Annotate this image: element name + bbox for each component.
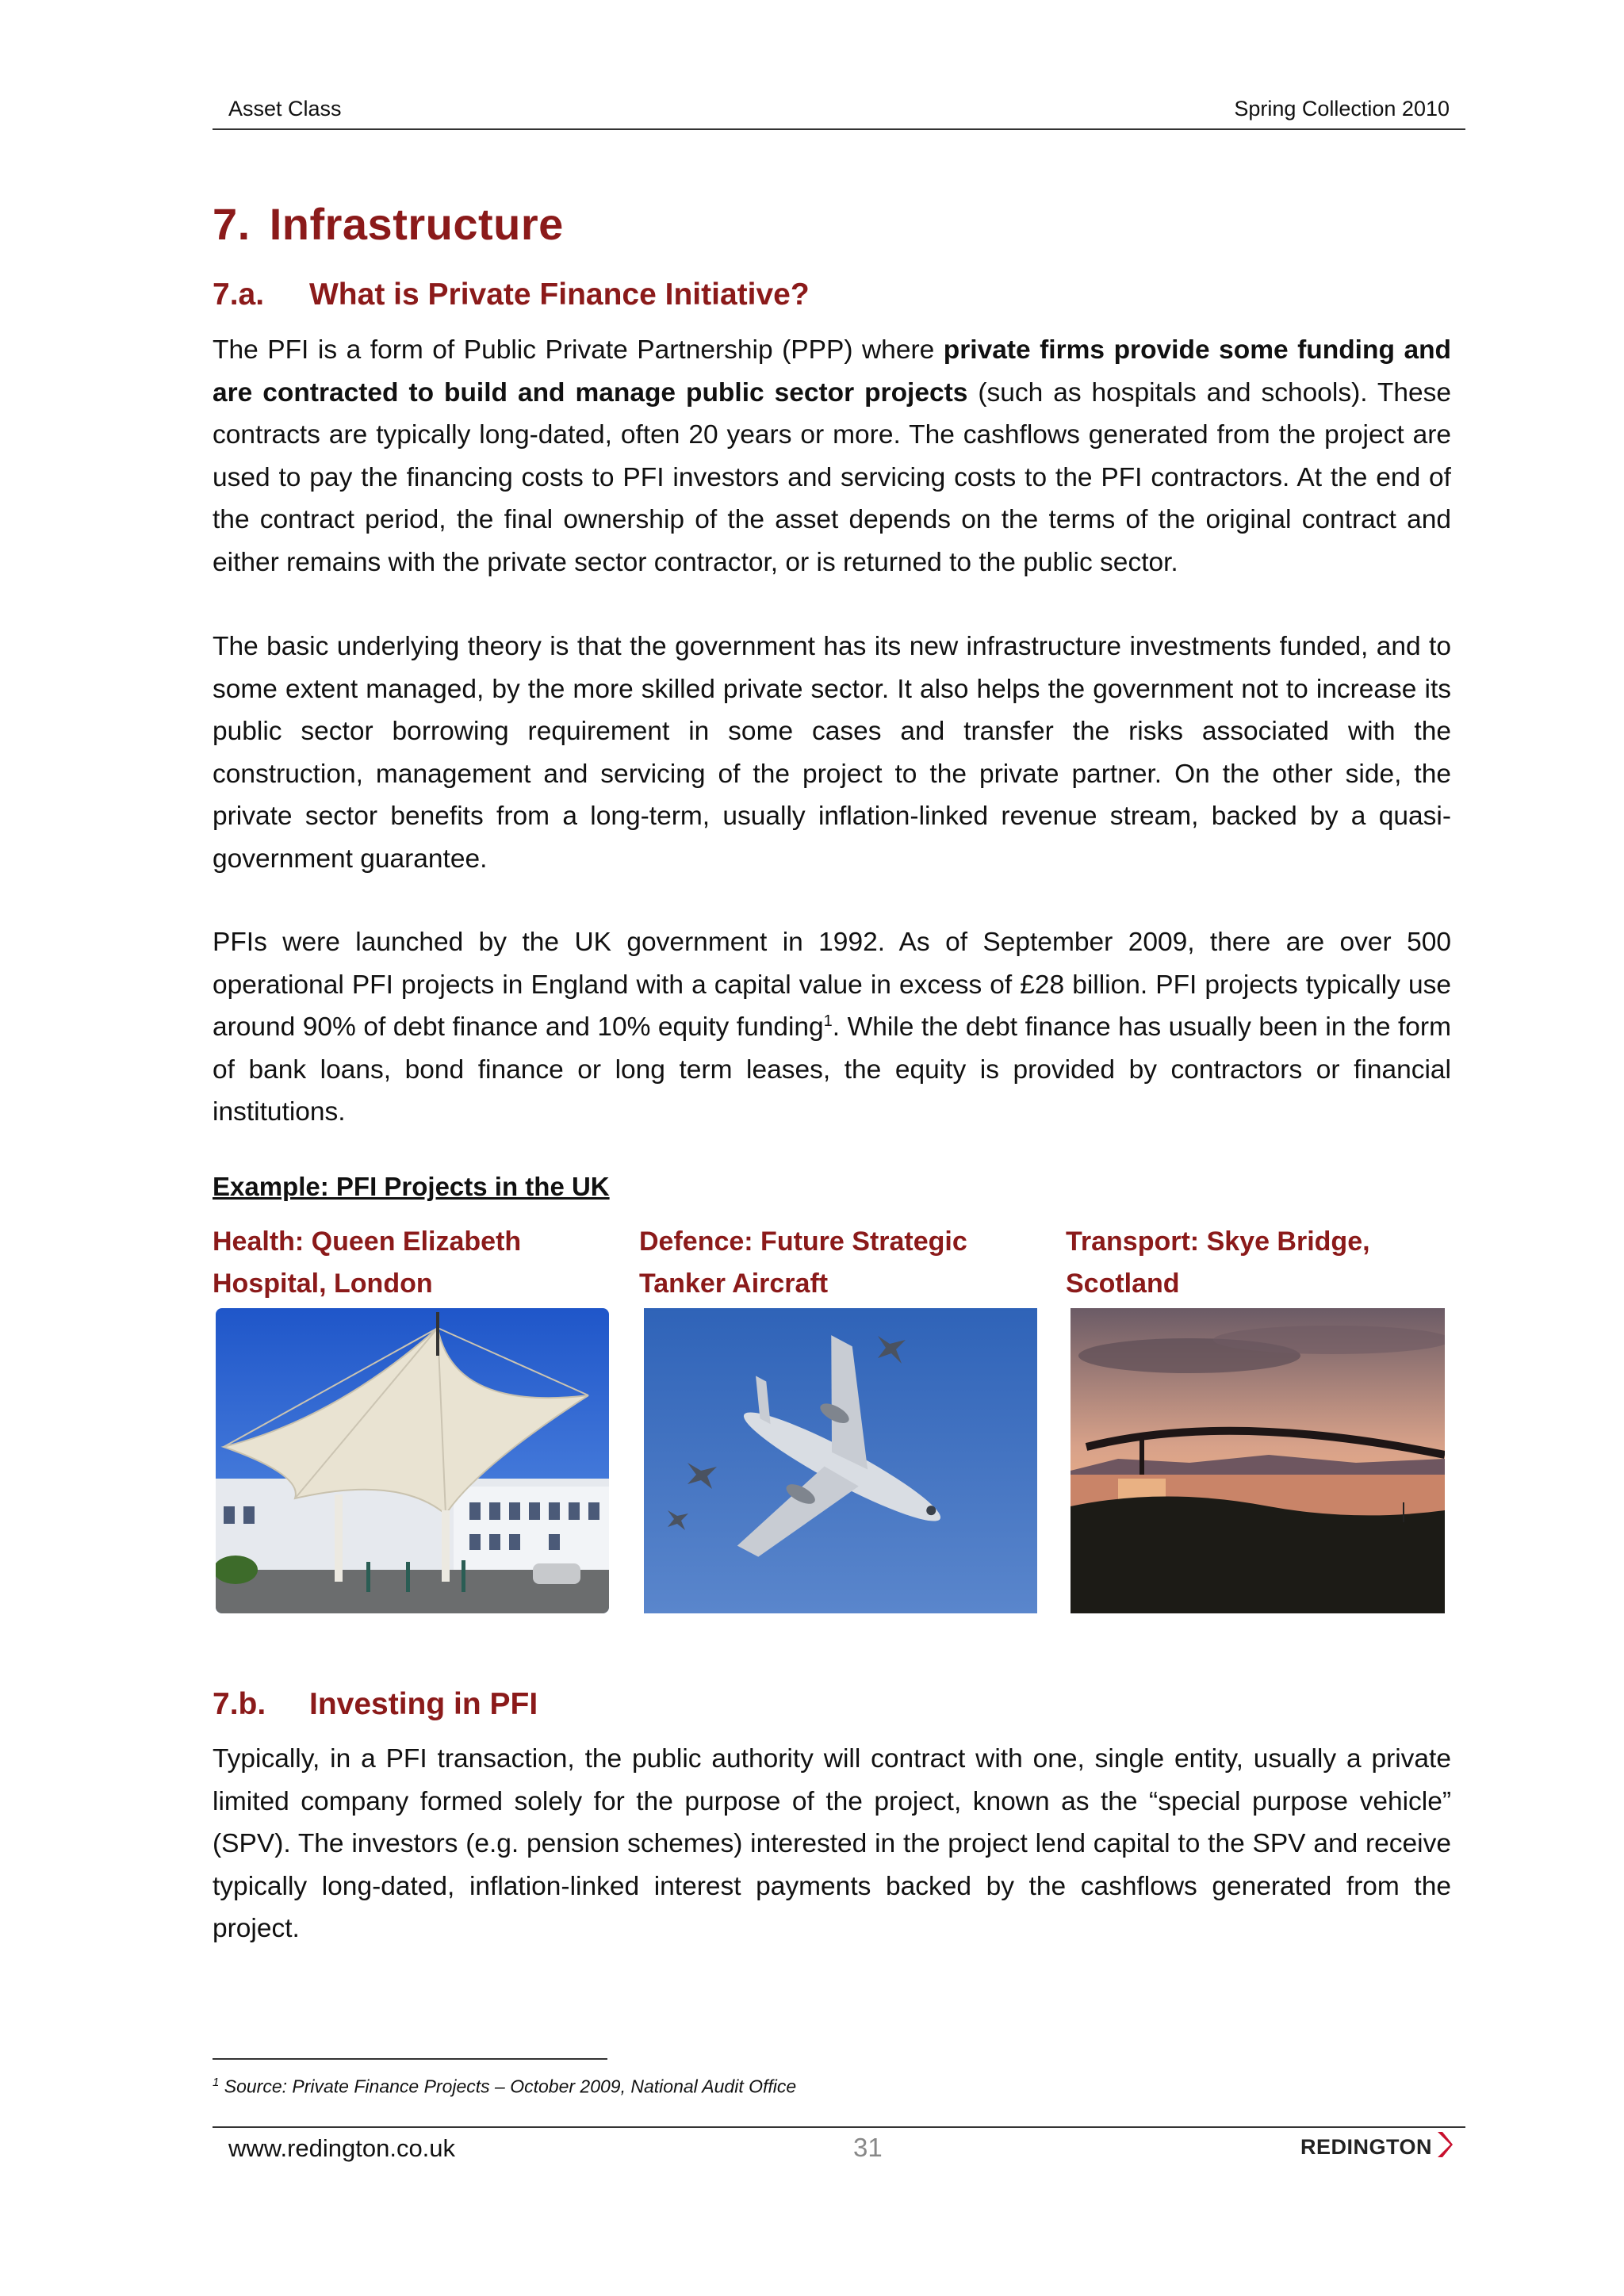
para3-pre: PFIs were launched by the UK government in 1992. As of September 2009, there are over 500 operational PFI projects in England with a capital value in excess of £28 billion. PFI projects typically use around 90% of debt finance and 10% equity funding bbox=[213, 928, 1451, 1042]
para3-post: . While the debt finance has usually been in the form of bank loans, bond finance or long term leases, the equity is provided by contractors or financial institutions. bbox=[213, 1012, 1451, 1127]
section-title: Infrastructure bbox=[269, 199, 564, 249]
section-heading bbox=[213, 198, 564, 250]
subsection-a-heading bbox=[213, 277, 810, 312]
subsection-b-heading bbox=[213, 1687, 538, 1722]
para1-bold: private firms provide some funding and are contracted to build and manage public sector projects bbox=[213, 335, 1452, 408]
footer-url-link[interactable]: www.redington.co.uk bbox=[228, 2134, 456, 2162]
paragraph-investing-pfi: Typically, in a PFI transaction, the public authority will contract with one, single entity, usually a private limited company formed solely for the purpose of the project, known as the “special purpose vehicle” (SPV). The investors (e.g. pension schemes) interested in the project lend capital to the SPV and receive typically long-dated, inflation-linked interest payments backed by the cashflows generated from the project. bbox=[213, 1744, 1451, 1943]
footnote-mark: 1 bbox=[213, 2076, 220, 2089]
subsection-a-number: 7.a. bbox=[213, 277, 265, 312]
para1-post: (such as hospitals and schools). These contracts are typically long-dated, often 20 years or more. The cashflows generated from the project are used to pay the financing costs to PFI investors and servicing costs to the PFI contractors. At the end of the contract period, the final ownership of the asset depends on the terms of the original contract and either remains with the private sector contractor, or is returned to the public sector. bbox=[213, 377, 1451, 577]
footer-divider bbox=[213, 2126, 1465, 2128]
footnote-divider bbox=[213, 2058, 607, 2060]
paragraph-underlying-theory: The basic underlying theory is that the government has its new infrastructure investments funded, and to some extent managed, by the more skilled private sector. It also helps the government not to increase its public sector borrowing requirement in some cases and transfer the risks associated with the construction, management and servicing of the project to the private partner. On the other side, the private sector benefits from a long-term, usually inflation-linked revenue stream, backed by a quasi-government guarantee. bbox=[213, 632, 1451, 874]
caption-transport: Transport: Skye Bridge, Scotland bbox=[1066, 1226, 1370, 1299]
subsection-b-title: Investing in PFI bbox=[309, 1687, 538, 1721]
para1-pre: The PFI is a form of Public Private Partnership (PPP) where bbox=[213, 335, 944, 365]
footnote bbox=[213, 2076, 796, 2098]
redington-logo bbox=[1300, 2130, 1453, 2164]
section-number: 7. bbox=[213, 199, 251, 249]
hospital-canopy-photo bbox=[216, 1308, 609, 1613]
skye-bridge-sunset-photo bbox=[1071, 1308, 1445, 1613]
footnote-reference[interactable]: 1 bbox=[823, 1012, 833, 1030]
caption-defence: Defence: Future Strategic Tanker Aircraft bbox=[639, 1226, 967, 1299]
subsection-a-title: What is Private Finance Initiative? bbox=[309, 277, 810, 312]
subsection-b-number: 7.b. bbox=[213, 1687, 266, 1721]
example-title: Example: PFI Projects in the UK bbox=[213, 1172, 610, 1201]
caption-health: Health: Queen Elizabeth Hospital, London bbox=[213, 1226, 522, 1299]
header-right: Spring Collection 2010 bbox=[1234, 97, 1450, 121]
header-left: Asset Class bbox=[228, 97, 342, 121]
running-header bbox=[213, 97, 1465, 130]
logo-text: REDINGTON bbox=[1300, 2134, 1433, 2159]
page-number: 31 bbox=[853, 2133, 883, 2162]
footnote-text: Source: Private Finance Projects – October 2009, National Audit Office bbox=[219, 2076, 797, 2097]
chevron-right-icon bbox=[1435, 2130, 1453, 2164]
tanker-aircraft-photo bbox=[644, 1308, 1037, 1613]
paragraph-pfi-history bbox=[213, 921, 1451, 1134]
paragraph-pfi-definition bbox=[213, 329, 1451, 584]
